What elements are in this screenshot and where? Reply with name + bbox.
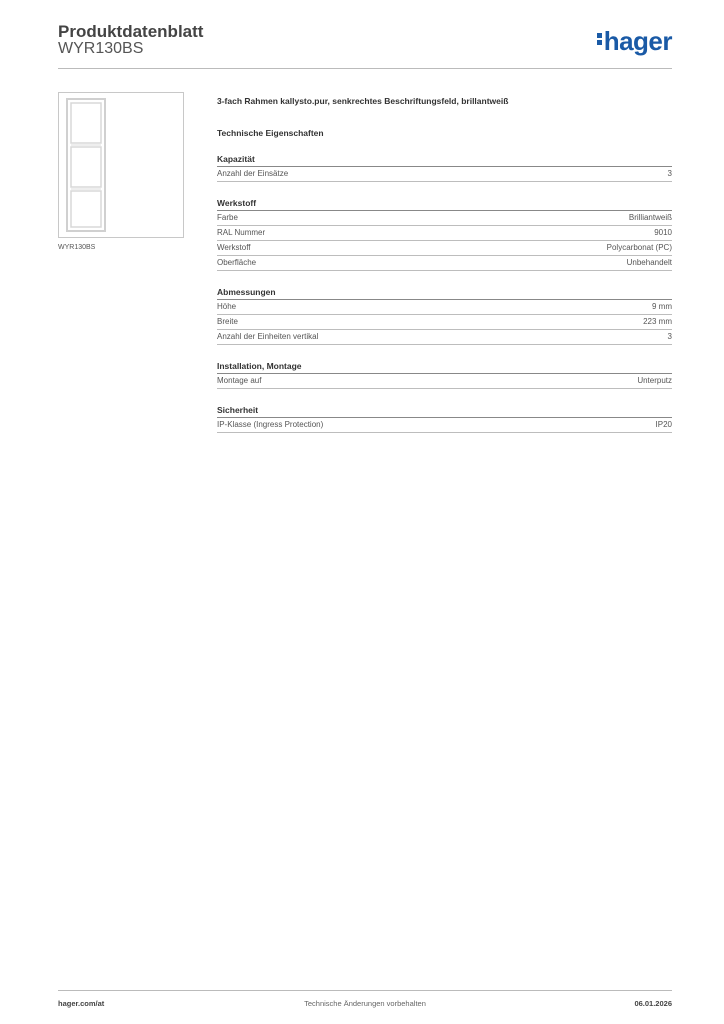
row-label: Breite [217, 317, 238, 326]
footer-divider [58, 990, 672, 991]
page-header [58, 20, 672, 68]
footer-date: 06.01.2026 [634, 999, 672, 1008]
row-label: Montage auf [217, 376, 262, 385]
tech-properties-heading: Technische Eigenschaften [217, 128, 324, 138]
section-sicherheit [217, 405, 672, 433]
product-details [217, 96, 672, 433]
row-label: Farbe [217, 213, 238, 222]
header-divider [58, 68, 672, 69]
page-title: Produktdatenblatt [58, 22, 204, 41]
table-row [217, 374, 672, 389]
row-label: Werkstoff [217, 243, 251, 252]
product-image [58, 92, 184, 238]
triple-frame-icon [59, 93, 183, 237]
table-row [217, 211, 672, 226]
table-row [217, 241, 672, 256]
row-value: 9 mm [652, 302, 672, 311]
table-row [217, 300, 672, 315]
row-label: Oberfläche [217, 258, 257, 267]
row-value: Polycarbonat (PC) [606, 243, 672, 252]
section-title: Kapazität [217, 154, 672, 167]
logo-dots-icon [597, 31, 602, 47]
product-code: WYR130BS [58, 40, 144, 57]
section-title: Sicherheit [217, 405, 672, 418]
table-row [217, 226, 672, 241]
hager-logo [597, 26, 672, 57]
row-value: 223 mm [643, 317, 672, 326]
footer-disclaimer: Technische Änderungen vorbehalten [304, 999, 426, 1008]
logo-text: hager [603, 26, 672, 56]
section-installation [217, 361, 672, 389]
image-caption: WYR130BS [58, 244, 96, 251]
section-werkstoff [217, 198, 672, 271]
product-description: 3-fach Rahmen kallysto.pur, senkrechtes Beschriftungsfeld, brillantweiß [217, 96, 509, 106]
section-kapazitaet [217, 154, 672, 182]
table-row [217, 330, 672, 345]
section-title: Installation, Montage [217, 361, 672, 374]
row-value: Brilliantweiß [628, 213, 672, 222]
section-title: Abmessungen [217, 287, 672, 300]
row-label: RAL Nummer [217, 228, 266, 237]
section-title: Werkstoff [217, 198, 672, 211]
table-row [217, 418, 672, 433]
table-row [217, 315, 672, 330]
row-value: 3 [667, 169, 672, 178]
table-row [217, 167, 672, 182]
row-value: IP20 [655, 420, 672, 429]
row-value: 9010 [654, 228, 672, 237]
row-label: Anzahl der Einheiten vertikal [217, 332, 319, 341]
row-value: Unterputz [637, 376, 672, 385]
row-value: 3 [667, 332, 672, 341]
footer-website-link[interactable]: hager.com/at [58, 999, 105, 1008]
table-row [217, 256, 672, 271]
row-label: Anzahl der Einsätze [217, 169, 289, 178]
row-label: Höhe [217, 302, 237, 311]
row-label: IP-Klasse (Ingress Protection) [217, 420, 324, 429]
row-value: Unbehandelt [626, 258, 672, 267]
section-abmessungen [217, 287, 672, 345]
